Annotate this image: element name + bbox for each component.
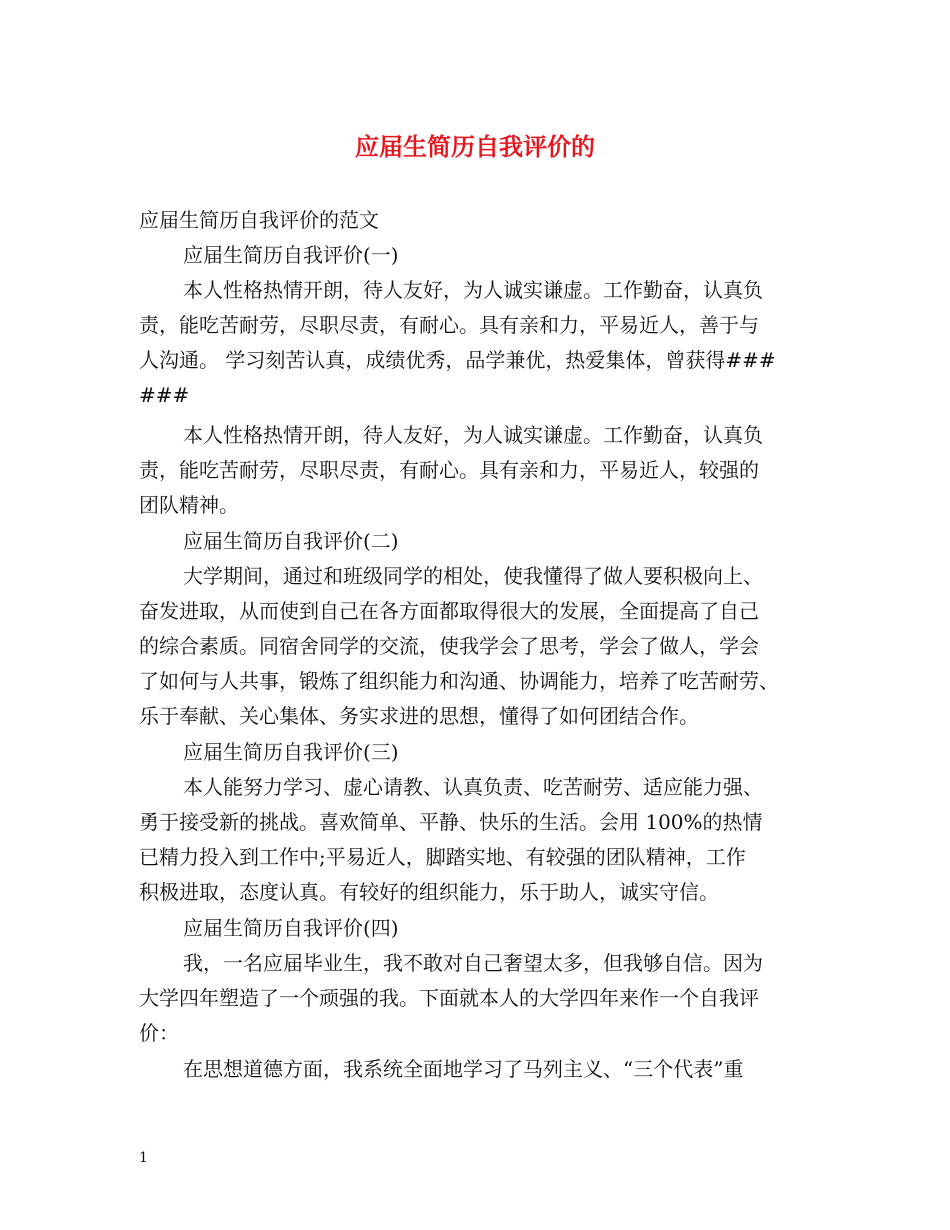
text-line: 本人性格热情开朗，待人友好，为人诚实谦虚。工作勤奋，认真负 bbox=[183, 278, 763, 302]
text-line: 了如何与人共事，锻炼了组织能力和沟通、协调能力，培养了吃苦耐劳、 bbox=[139, 669, 779, 693]
text-line: 责，能吃苦耐劳，尽职尽责，有耐心。具有亲和力，平易近人，善于与 bbox=[139, 313, 759, 337]
text-line: 在思想道德方面，我系统全面地学习了马列主义、“三个代表”重 bbox=[183, 1057, 744, 1081]
text-line: 大学四年塑造了一个顽强的我。下面就本人的大学四年来作一个自我评 bbox=[139, 986, 759, 1010]
text-line: 积极进取，态度认真。有较好的组织能力，乐于助人，诚实守信。 bbox=[139, 880, 719, 904]
section-heading: 应届生简历自我评价(四) bbox=[183, 916, 399, 940]
text-line: 团队精神。 bbox=[139, 493, 239, 517]
text-line: 应届生简历自我评价的范文 bbox=[139, 208, 379, 232]
text-line: 的综合素质。同宿舍同学的交流，使我学会了思考，学会了做人，学会 bbox=[139, 634, 759, 658]
section-heading: 应届生简历自我评价(二) bbox=[183, 529, 399, 553]
text-line: 责，能吃苦耐劳，尽职尽责，有耐心。具有亲和力，平易近人，较强的 bbox=[139, 458, 759, 482]
section-heading: 应届生简历自我评价(三) bbox=[183, 740, 399, 764]
text-line: ### bbox=[139, 383, 190, 407]
text-line: 大学期间，通过和班级同学的相处，使我懂得了做人要积极向上、 bbox=[183, 564, 763, 588]
text-line: 勇于接受新的挑战。喜欢简单、平静、快乐的生活。会用 100%的热情 bbox=[139, 810, 763, 834]
text-line: 我，一名应届毕业生，我不敢对自己奢望太多，但我够自信。因为 bbox=[183, 951, 763, 975]
text-line: 乐于奉献、关心集体、务实求进的思想，懂得了如何团结合作。 bbox=[139, 704, 699, 728]
text-line: 本人性格热情开朗，待人友好，为人诚实谦虚。工作勤奋，认真负 bbox=[183, 423, 763, 447]
text-line: 奋发进取，从而使到自己在各方面都取得很大的发展，全面提高了自己 bbox=[139, 599, 759, 623]
text-line: 已精力投入到工作中;平易近人，脚踏实地、有较强的团队精神，工作 bbox=[139, 845, 746, 869]
document-title: 应届生简历自我评价的 bbox=[355, 132, 595, 161]
text-line: 人沟通。 学习刻苦认真，成绩优秀，品学兼优，热爱集体，曾获得### bbox=[139, 348, 776, 372]
page-number: 1 bbox=[139, 1150, 148, 1166]
section-heading: 应届生简历自我评价(一) bbox=[183, 243, 399, 267]
text-line: 本人能努力学习、虚心请教、认真负责、吃苦耐劳、适应能力强、 bbox=[183, 775, 763, 799]
text-line: 价： bbox=[139, 1021, 179, 1045]
